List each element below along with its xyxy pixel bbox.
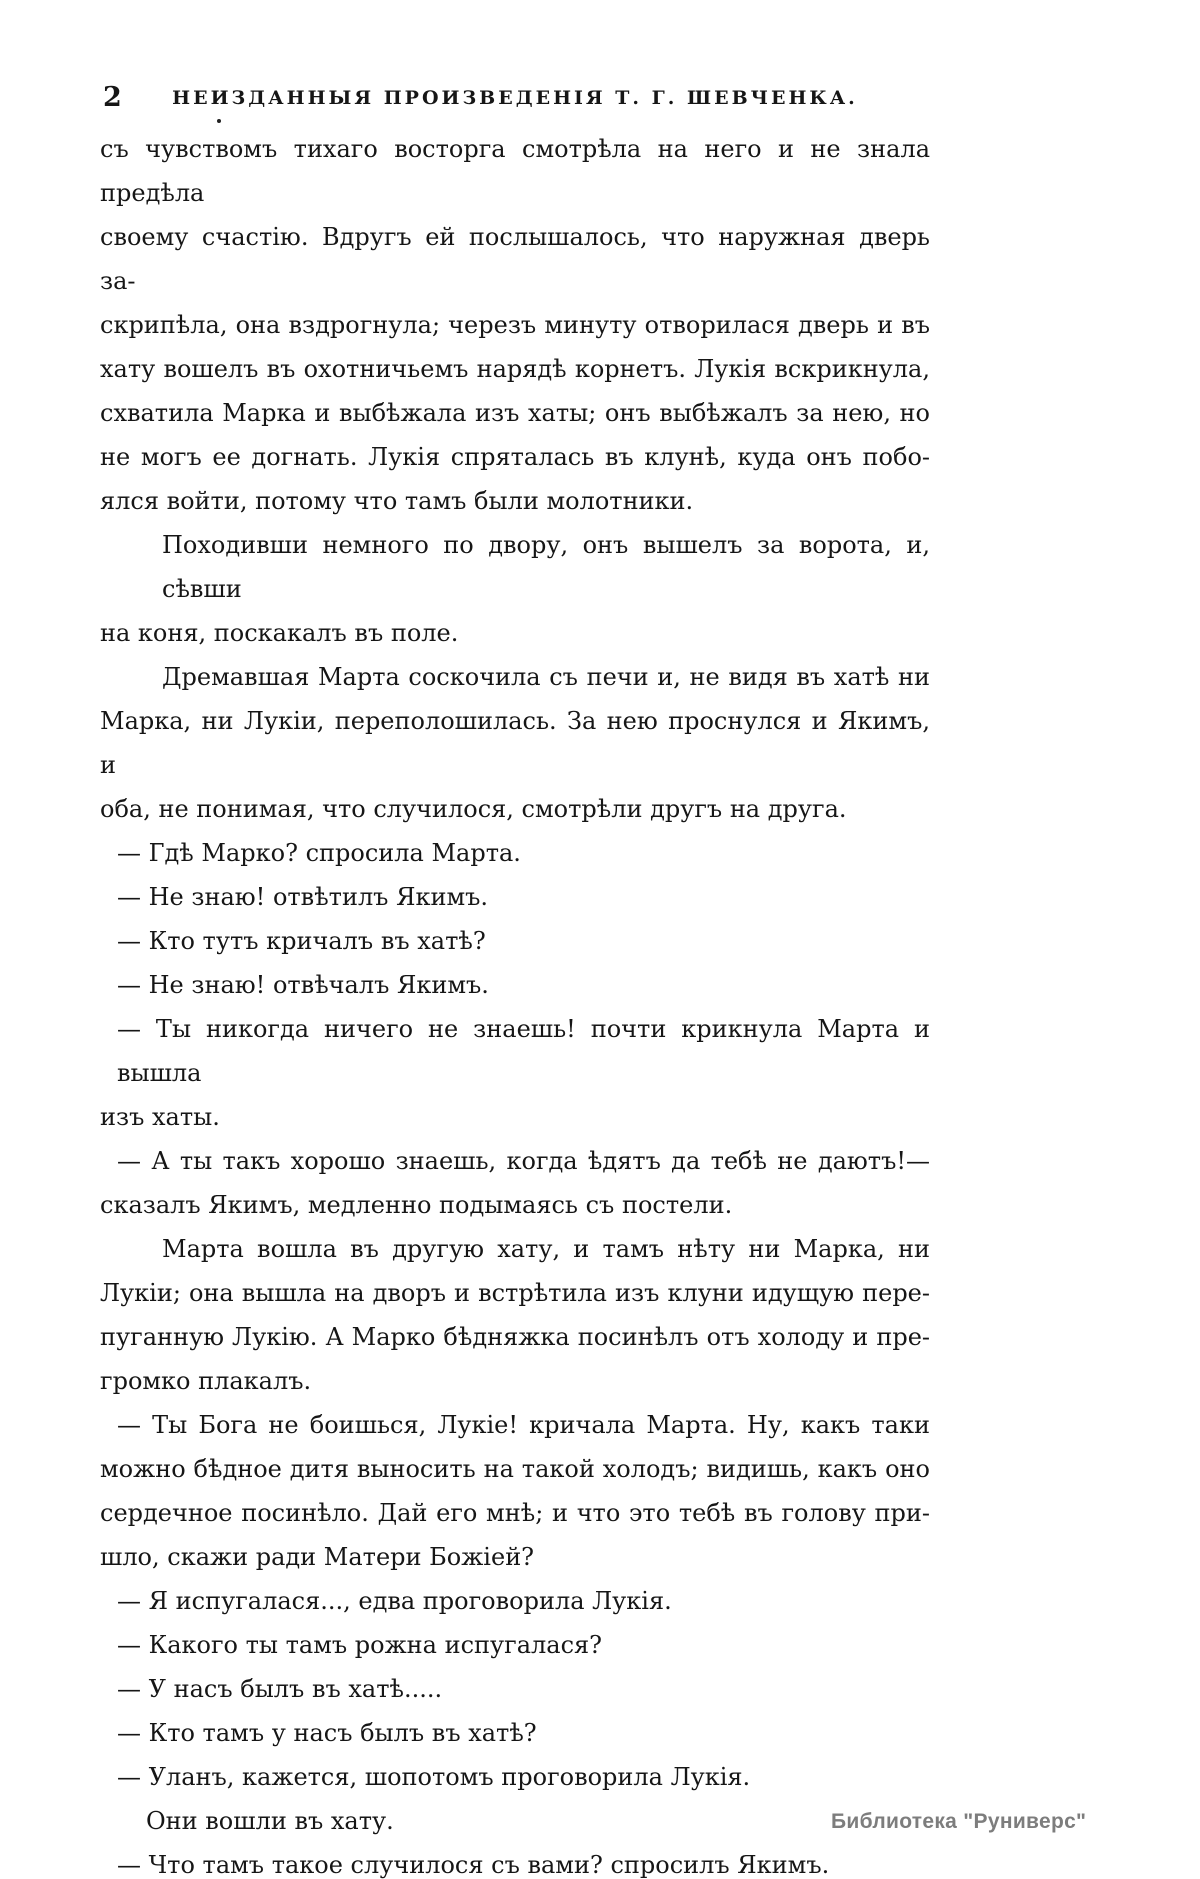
page-number: 2	[103, 82, 123, 113]
paragraph	[100, 919, 930, 963]
paragraph	[100, 1711, 930, 1755]
text-line: Марта вошла въ другую хату, и тамъ нѣту ни Марка, ни	[162, 1235, 930, 1263]
paragraph	[100, 1799, 930, 1843]
paragraph	[100, 875, 930, 919]
text-line: хату вошелъ въ охотничьемъ нарядѣ корнетъ. Лукія вскрикнула,	[100, 355, 930, 383]
paragraph	[100, 1667, 930, 1711]
paragraph	[100, 655, 930, 831]
running-title: НЕИЗДАННЫЯ ПРОИЗВЕДЕНІЯ Т. Г. ШЕВЧЕНКА.	[172, 87, 858, 109]
paragraph	[100, 1227, 930, 1403]
text-line: Походивши немного по двору, онъ вышелъ за ворота, и, сѣвши	[162, 531, 930, 603]
text-line: сердечное посинѣло. Дай его мнѣ; и что это тебѣ въ голову при-	[100, 1499, 930, 1527]
text-line: скрипѣла, она вздрогнула; черезъ минуту отворилася дверь и въ	[100, 311, 930, 339]
text-line: своему счастію. Вдругъ ей послышалось, что наружная дверь за-	[100, 223, 930, 295]
paragraph	[100, 1139, 930, 1227]
text-line: — Что тамъ такое случилося съ вами? спросилъ Якимъ.	[117, 1851, 830, 1879]
text-line: — Ты никогда ничего не знаешь! почти крикнула Марта и вышла	[117, 1015, 930, 1087]
text-line: Лукіи; она вышла на дворъ и встрѣтила изъ клуни идущую пере-	[100, 1279, 930, 1307]
text-line: — Ты Бога не боишься, Лукіе! кричала Марта. Ну, какъ таки	[117, 1411, 930, 1439]
text-line: — Кто тамъ у насъ былъ въ хатѣ?	[117, 1719, 537, 1747]
text-line: ялся войти, потому что тамъ были молотники.	[100, 487, 694, 515]
text-line: сказалъ Якимъ, медленно подымаясь съ постели.	[100, 1191, 733, 1219]
text-line: — А ты такъ хорошо знаешь, когда ѣдятъ да тебѣ не даютъ!—	[117, 1147, 930, 1175]
text-line: — Уланъ, кажется, шопотомъ проговорила Лукія.	[117, 1763, 751, 1791]
paragraph	[100, 523, 930, 655]
text-line: изъ хаты.	[100, 1103, 220, 1131]
text-line: пуганную Лукію. А Марко бѣдняжка посинѣлъ отъ холоду и пре-	[100, 1323, 930, 1351]
text-line: схватила Марка и выбѣжала изъ хаты; онъ выбѣжалъ за нею, но	[100, 399, 930, 427]
text-line: шло, скажи ради Матери Божіей?	[100, 1543, 535, 1571]
paragraph	[100, 1843, 930, 1879]
text-line: громко плакалъ.	[100, 1367, 312, 1395]
paragraph	[100, 1007, 930, 1139]
text-line: Марка, ни Лукіи, переполошилась. За нею проснулся и Якимъ, и	[100, 707, 930, 779]
text-line: — Гдѣ Марко? спросила Марта.	[117, 839, 521, 867]
text-line: оба, не понимая, что случилося, смотрѣли другъ на друга.	[100, 795, 847, 823]
paragraph	[100, 1755, 930, 1799]
paragraph	[100, 831, 930, 875]
paragraph	[100, 127, 930, 523]
text-line: на коня, поскакалъ въ поле.	[100, 619, 459, 647]
text-line: не могъ ее догнать. Лукія спряталась въ клунѣ, куда онъ побо-	[100, 443, 930, 471]
text-line: — Не знаю! отвѣтилъ Якимъ.	[117, 883, 489, 911]
text-line: — Какого ты тамъ рожна испугалася?	[117, 1631, 603, 1659]
text-line: — Не знаю! отвѣчалъ Якимъ.	[117, 971, 489, 999]
text-line: — Кто тутъ кричалъ въ хатѣ?	[117, 927, 486, 955]
text-line: — Я испугалася..., едва проговорила Лукія.	[117, 1587, 672, 1615]
text-line: Дремавшая Марта соскочила съ печи и, не видя въ хатѣ ни	[162, 663, 930, 691]
stray-ink-dot	[217, 119, 221, 123]
text-line: Они вошли въ хату.	[146, 1807, 394, 1835]
paragraph	[100, 1579, 930, 1623]
paragraph	[100, 963, 930, 1007]
paragraph	[100, 1403, 930, 1579]
text-line: можно бѣдное дитя выносить на такой холодъ; видишь, какъ оно	[100, 1455, 930, 1483]
page-body	[100, 127, 930, 1879]
library-watermark: Библиотека "Руниверс"	[831, 1810, 1087, 1833]
paragraph	[100, 1623, 930, 1667]
text-line: съ чувствомъ тихаго восторга смотрѣла на него и не знала предѣла	[100, 135, 930, 207]
text-line: — У насъ былъ въ хатѣ.....	[117, 1675, 443, 1703]
